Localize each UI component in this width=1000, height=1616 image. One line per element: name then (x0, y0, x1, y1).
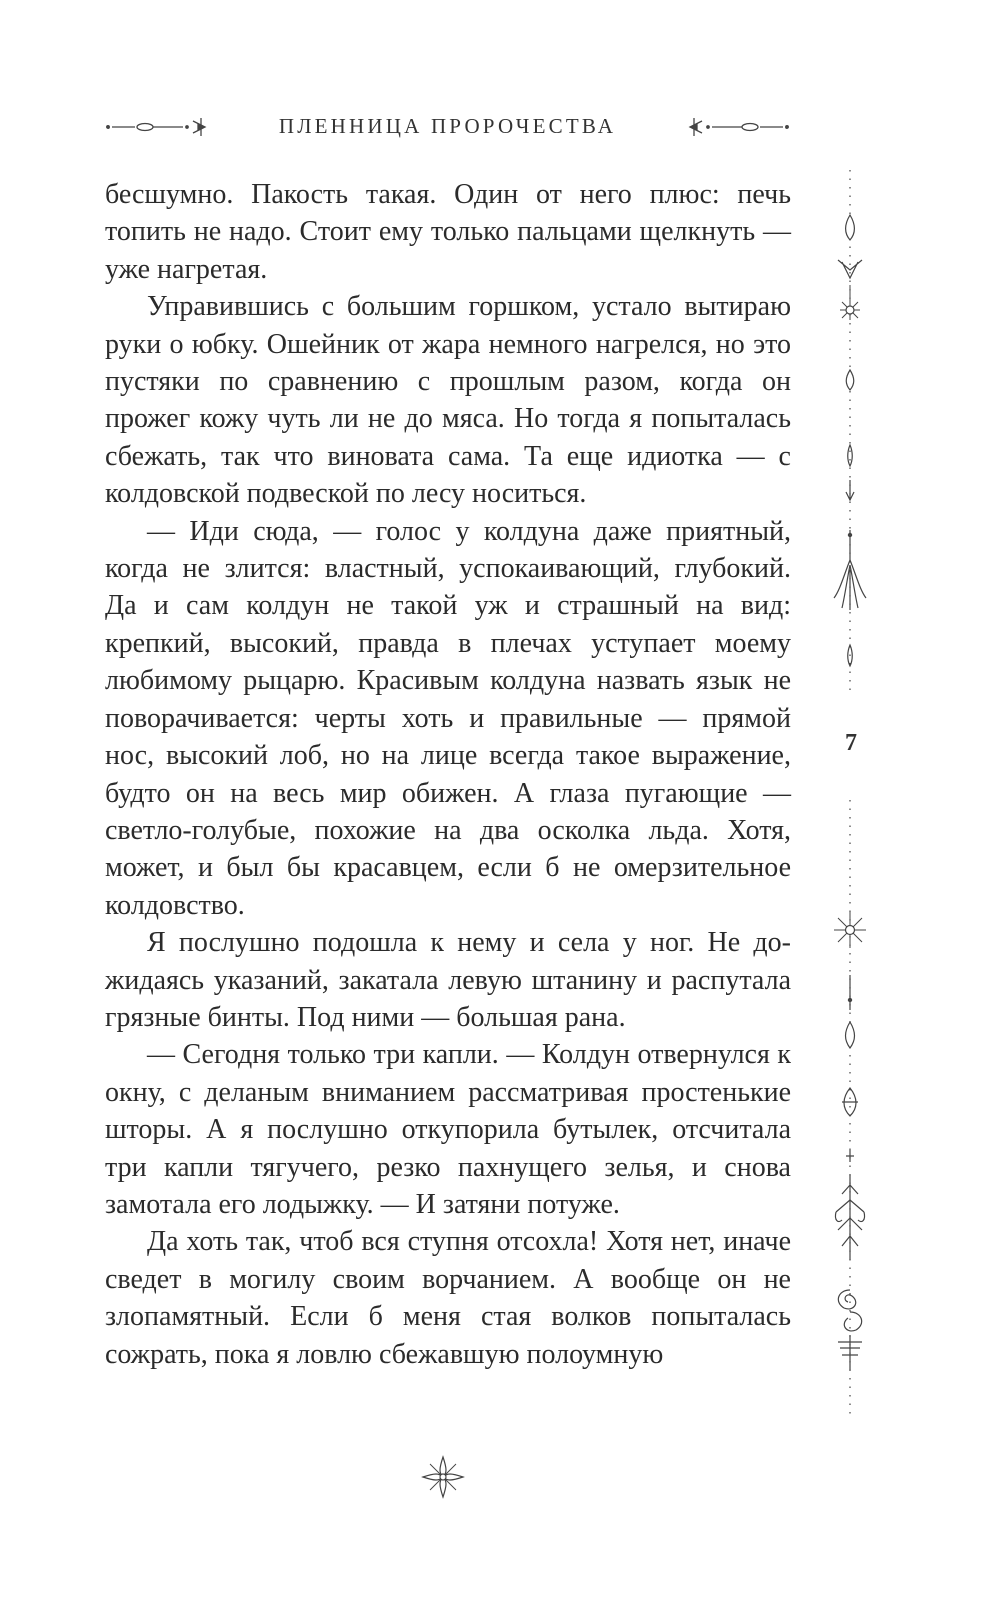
margin-vine-ornament-bottom (820, 790, 880, 1430)
paragraph: Управившись с большим горшком, устало вытираю руки о юбку. Ошейник от жара немного нагрелся, но это пустяки по сравнению с прошлым разом, когда он прожег кожу чуть ли не до мяса. Но тогда я попыталась сбежать, так что виновата сама. Та еще идиотка — с колдовской подвеской по лесу носиться. (105, 291, 791, 510)
paragraph: бесшумно. Пакость такая. Один от него плюс: печь топить не надо. Стоит ему только пальцами щелкнуть — уже нагретая. (105, 179, 791, 285)
paragraph: — Сегодня только три капли. — Колдун отвернулся к окну, с деланым вниманием рассматривая простенькие шторы. А я послушно откупорила бутылек, отсчитала три капли тягучего, резко пахнущего зелья, и снова замотала его лодыжку. — И затяни потуже. (105, 1039, 791, 1220)
running-title: ПЛЕННИЦА ПРОРОЧЕСТВА (278, 114, 617, 138)
paragraph: — Иди сюда, — голос у колдуна даже приятный, когда не злится: властный, успокаивающий, глубокий. Да и сам колдун не такой уж и страшный на вид: крепкий, высокий, правда в плечах уступает моему любимому рыцарю. Красивым колдуна назвать язык не поворачивается: черты хоть и правильные — прямой нос, высокий лоб, но на лице всегда такое выражение, будто он на весь мир обижен. А глаза пугающие — светло-голубые, похожие на два осколка льда. Хотя, может, и был бы красавцем, если б не омерзительное колдовство. (105, 515, 791, 921)
page-number: 7 (845, 730, 857, 756)
margin-vine-ornament-top (820, 170, 880, 700)
running-head (105, 112, 790, 148)
header-right-ornament (678, 112, 790, 142)
paragraph: Да хоть так, чтоб вся ступня отсохла! Хотя нет, иначе сведет в могилу своим ворчанием. А вообще он не злопамятный. Если б меня стая волков попыталась сожрать, пока я ловлю сбежавшую полоумную (105, 1226, 791, 1370)
footer-star-ornament (418, 1452, 468, 1502)
body-text (105, 176, 791, 1373)
paragraph: Я послушно подошла к нему и села у ног. Не дожидаясь указаний, закатала левую штанину и распутала грязные бинты. Под ними — большая рана. (105, 927, 791, 1033)
